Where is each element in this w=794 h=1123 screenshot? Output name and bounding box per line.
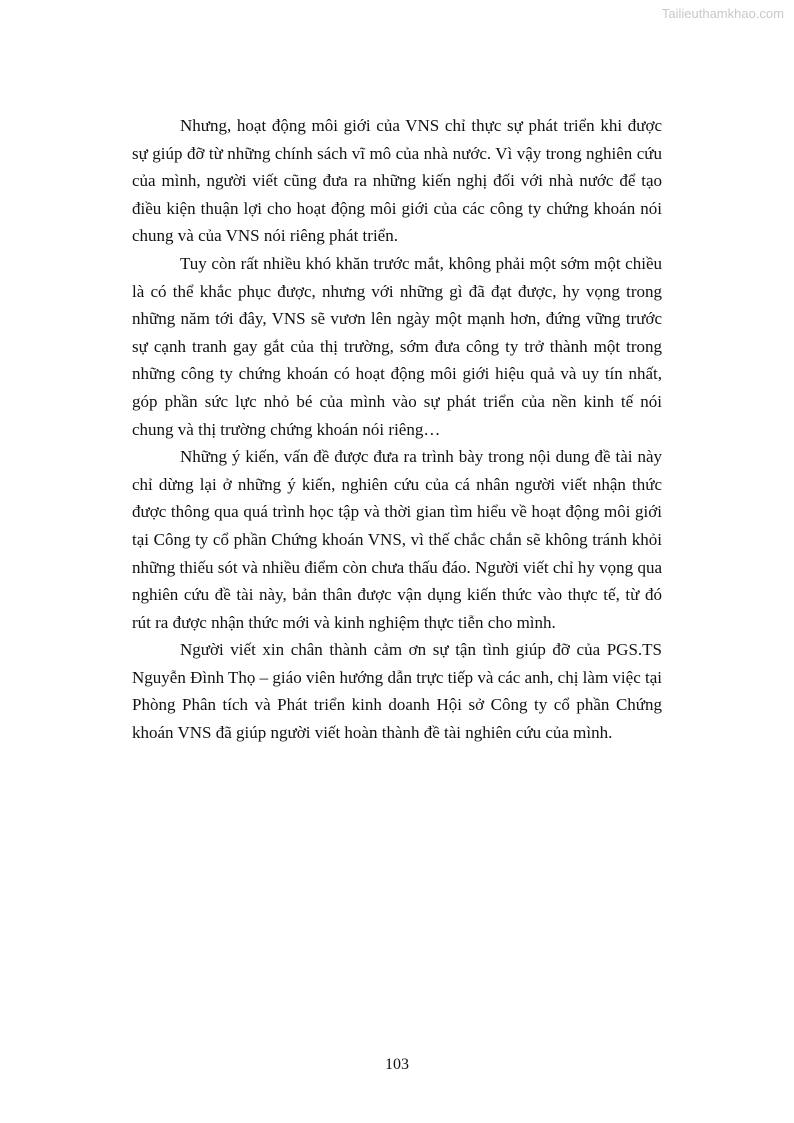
watermark: Tailieuthamkhao.com [661, 6, 784, 21]
paragraph-4: Người viết xin chân thành cảm ơn sự tận tình giúp đỡ của PGS.TS Nguyễn Đình Thọ – giáo viên hướng dẫn trực tiếp và các anh, chị làm việc tại Phòng Phân tích và Phát triển kinh doanh Hội sở Công ty cổ phần Chứng khoán VNS đã giúp người viết hoàn thành đề tài nghiên cứu của mình. [132, 640, 662, 743]
document-body [132, 112, 662, 747]
page-number: 103 [385, 1056, 409, 1073]
paragraph-3: Những ý kiến, vấn đề được đưa ra trình bày trong nội dung đề tài này chỉ dừng lại ở những ý kiến, nghiên cứu của cá nhân người viết nhận thức được thông qua quá trình học tập và thời gian tìm hiểu về hoạt động môi giới tại Công ty cổ phần Chứng khoán VNS, vì thế chắc chắn sẽ không tránh khỏi những thiếu sót và nhiều điểm còn chưa thấu đáo. Người viết chỉ hy vọng qua nghiên cứu đề tài này, bản thân được vận dụng kiến thức vào thực tế, từ đó rút ra được nhận thức mới và kinh nghiệm thực tiễn cho mình. [132, 447, 662, 632]
paragraph-1: Nhưng, hoạt động môi giới của VNS chỉ thực sự phát triển khi được sự giúp đỡ từ những chính sách vĩ mô của nhà nước. Vì vậy trong nghiên cứu của mình, người viết cũng đưa ra những kiến nghị đối với nhà nước để tạo điều kiện thuận lợi cho hoạt động môi giới của các công ty chứng khoán nói chung và của VNS nói riêng phát triển. [132, 116, 662, 246]
paragraph-2: Tuy còn rất nhiều khó khăn trước mắt, không phải một sớm một chiều là có thể khắc phục được, nhưng với những gì đã đạt được, hy vọng trong những năm tới đây, VNS sẽ vươn lên ngày một mạnh hơn, đứng vững trước sự cạnh tranh gay gắt của thị trường, sớm đưa công ty trở thành một trong những công ty chứng khoán có hoạt động môi giới hiệu quả và uy tín nhất, góp phần sức lực nhỏ bé của mình vào sự phát triển của nền kinh tế nói chung và thị trường chứng khoán nói riêng… [132, 253, 662, 439]
